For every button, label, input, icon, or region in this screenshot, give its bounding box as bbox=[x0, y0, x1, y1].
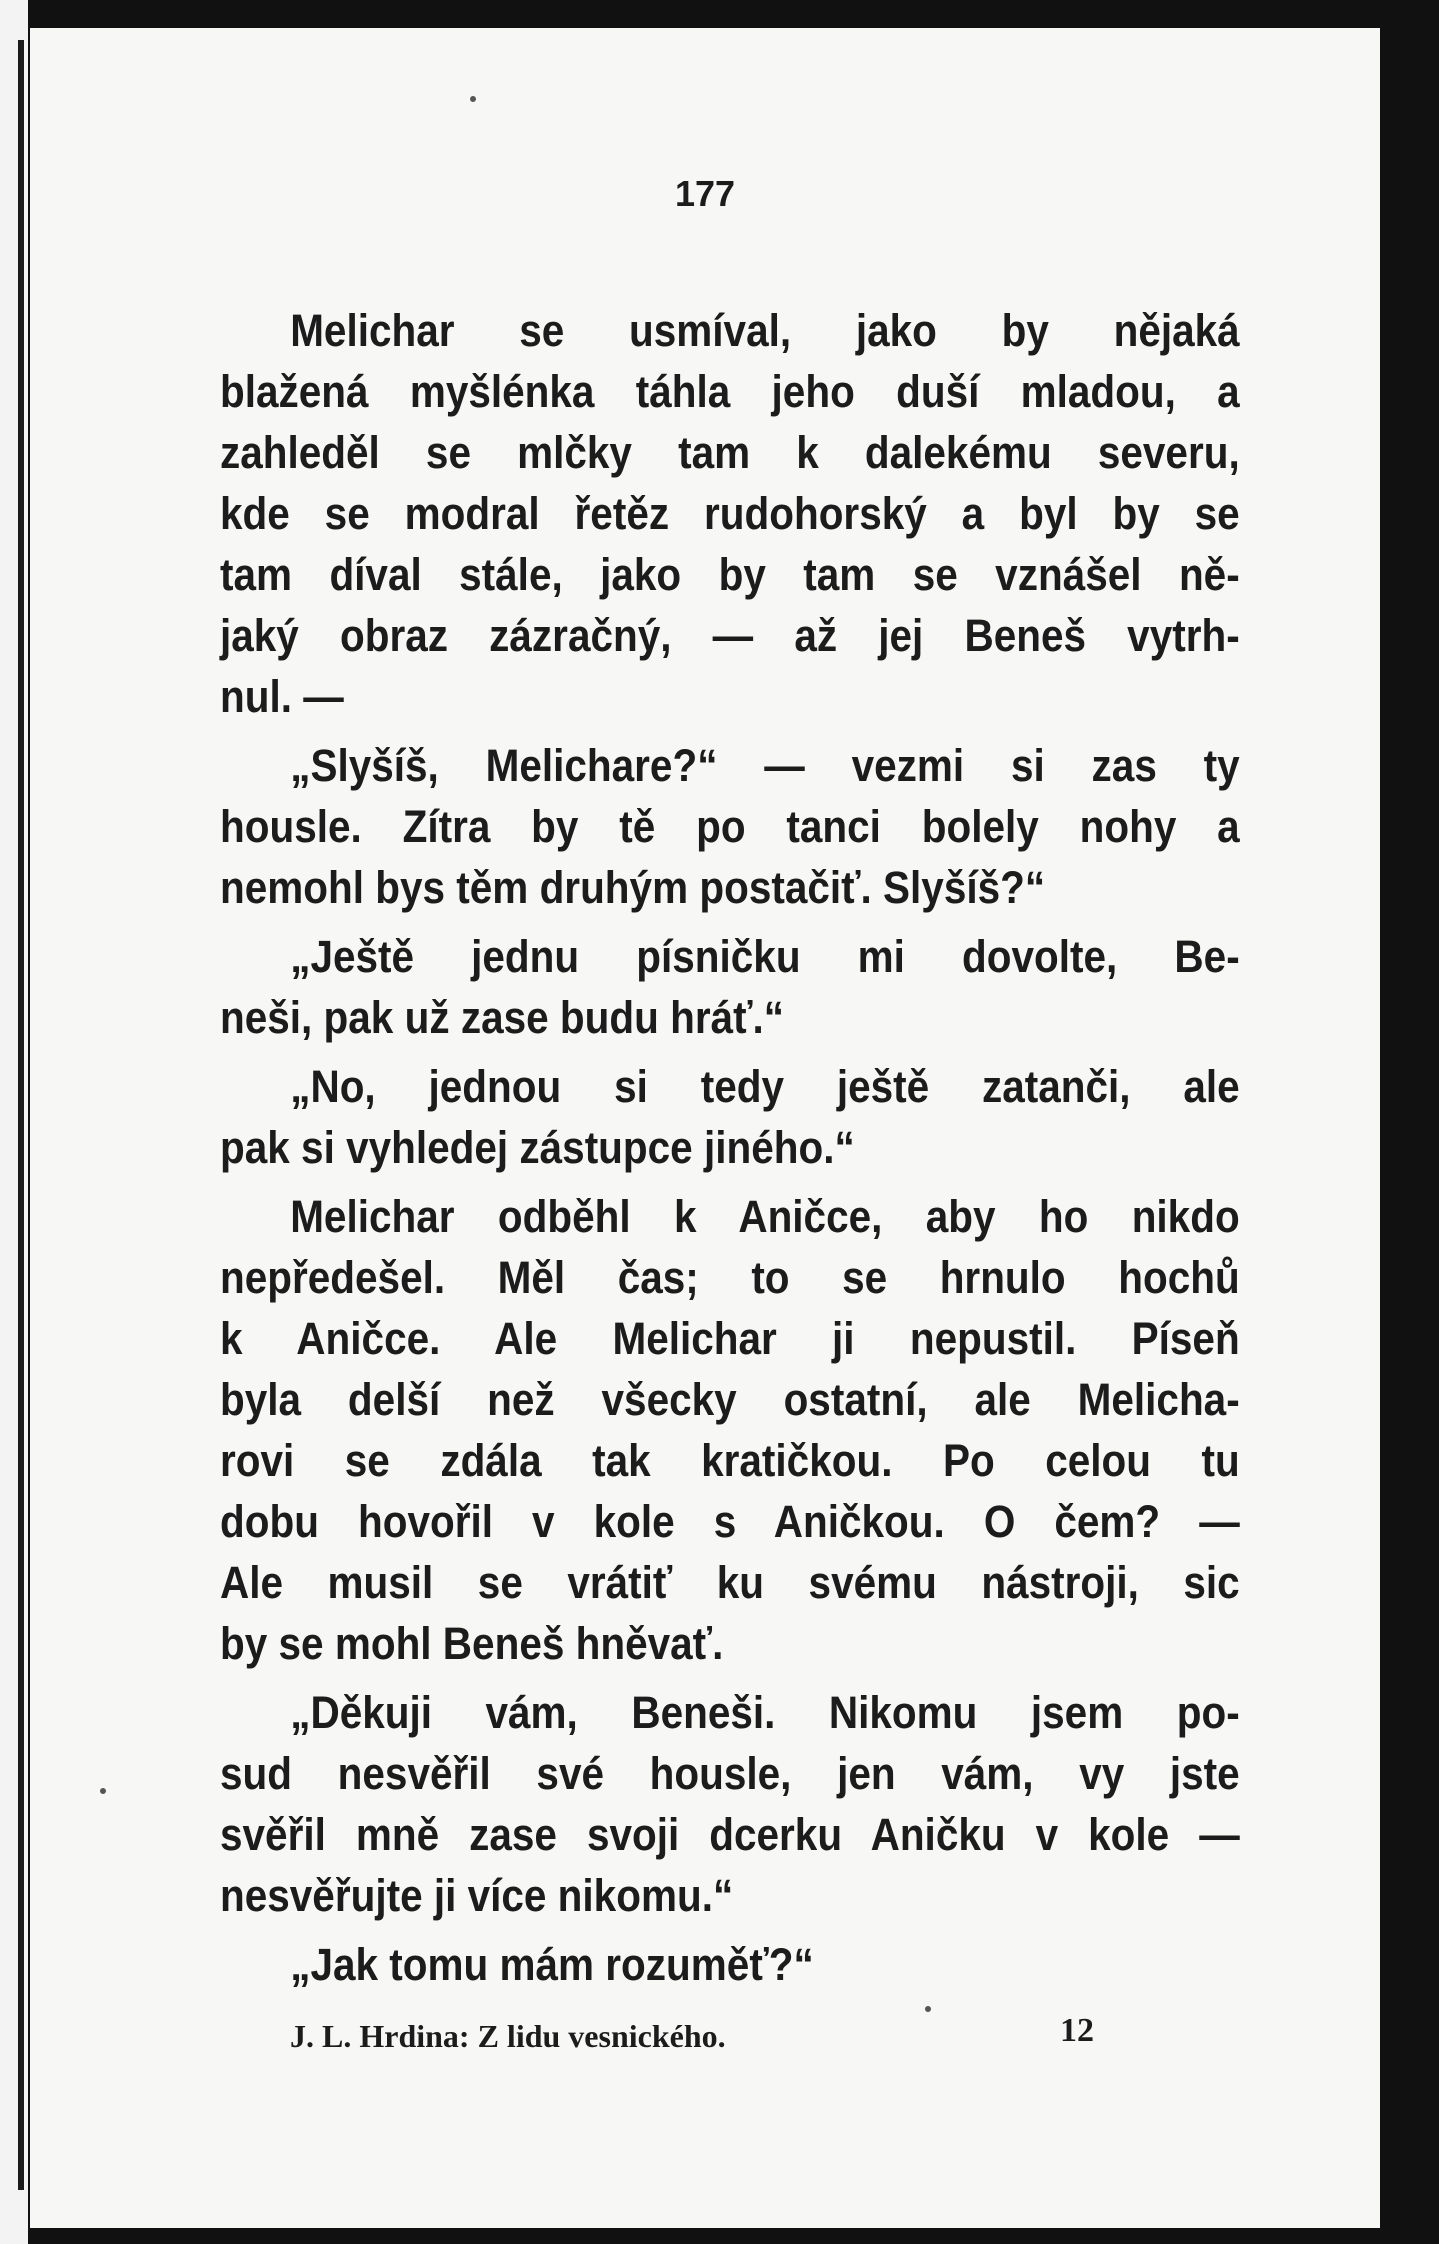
text-line: kde se modral řetěz rudohorský a byl by se bbox=[220, 488, 1240, 539]
text-line: jaký obraz zázračný, — až jej Beneš vytrh- bbox=[220, 610, 1240, 661]
paragraph bbox=[220, 1186, 1240, 1674]
scan-speck bbox=[100, 1788, 106, 1794]
text-line: zahleděl se mlčky tam k dalekému severu, bbox=[220, 427, 1240, 478]
text-line: k Aničce. Ale Melichar ji nepustil. Píseň bbox=[220, 1313, 1240, 1364]
text-line: „Slyšíš, Melichare?“ — vezmi si zas ty bbox=[290, 740, 1240, 791]
text-line: nepředešel. Měl čas; to se hrnulo hochů bbox=[220, 1252, 1240, 1303]
text-line: „No, jednou si tedy ještě zatanči, ale bbox=[290, 1061, 1240, 1112]
text-line: blažená myšlénka táhla jeho duší mladou, a bbox=[220, 366, 1240, 417]
text-line: tam díval stále, jako by tam se vznášel ně- bbox=[220, 549, 1240, 600]
scan-speck bbox=[470, 96, 476, 102]
text-line: „Ještě jednu písničku mi dovolte, Be- bbox=[290, 931, 1240, 982]
footer-credit: J. L. Hrdina: Z lidu vesnického. bbox=[290, 2018, 726, 2054]
paragraph bbox=[220, 1934, 1240, 1995]
paragraph bbox=[220, 1056, 1240, 1178]
text-line: Melichar se usmíval, jako by nějaká bbox=[290, 305, 1240, 356]
body-text bbox=[220, 300, 1240, 2003]
text-line: byla delší než všecky ostatní, ale Melicha- bbox=[220, 1374, 1240, 1425]
text-line: „Jak tomu mám rozuměť?“ bbox=[290, 1939, 814, 1990]
text-line: pak si vyhledej zástupce jiného.“ bbox=[220, 1122, 855, 1173]
text-line: nesvěřujte ji více nikomu.“ bbox=[220, 1870, 734, 1921]
text-line: Melichar odběhl k Aničce, aby ho nikdo bbox=[290, 1191, 1240, 1242]
paragraph bbox=[220, 1682, 1240, 1926]
text-line: neši, pak už zase budu hráť.“ bbox=[220, 992, 785, 1043]
text-line: nul. — bbox=[220, 671, 344, 722]
scan-speck bbox=[925, 2006, 931, 2012]
book-page bbox=[30, 28, 1380, 2228]
text-line: housle. Zítra by tě po tanci bolely nohy a bbox=[220, 801, 1240, 852]
text-line: Ale musil se vrátiť ku svému nástroji, sic bbox=[220, 1557, 1240, 1608]
text-line: sud nesvěřil své housle, jen vám, vy jste bbox=[220, 1748, 1240, 1799]
text-line: „Děkuji vám, Beneši. Nikomu jsem po- bbox=[290, 1687, 1240, 1738]
text-line: rovi se zdála tak kratičkou. Po celou tu bbox=[220, 1435, 1240, 1486]
paragraph bbox=[220, 926, 1240, 1048]
text-line: svěřil mně zase svoji dcerku Aničku v kole — bbox=[220, 1809, 1240, 1860]
page-number: 177 bbox=[674, 173, 736, 214]
text-line: dobu hovořil v kole s Aničkou. O čem? — bbox=[220, 1496, 1240, 1547]
text-line: nemohl bys těm druhým postačiť. Slyšíš?“ bbox=[220, 862, 1046, 913]
text-line: by se mohl Beneš hněvať. bbox=[220, 1618, 724, 1669]
paragraph bbox=[220, 300, 1240, 727]
book-spine-edge bbox=[18, 40, 24, 2190]
paragraph bbox=[220, 735, 1240, 918]
signature-mark: 12 bbox=[1060, 2012, 1094, 2049]
